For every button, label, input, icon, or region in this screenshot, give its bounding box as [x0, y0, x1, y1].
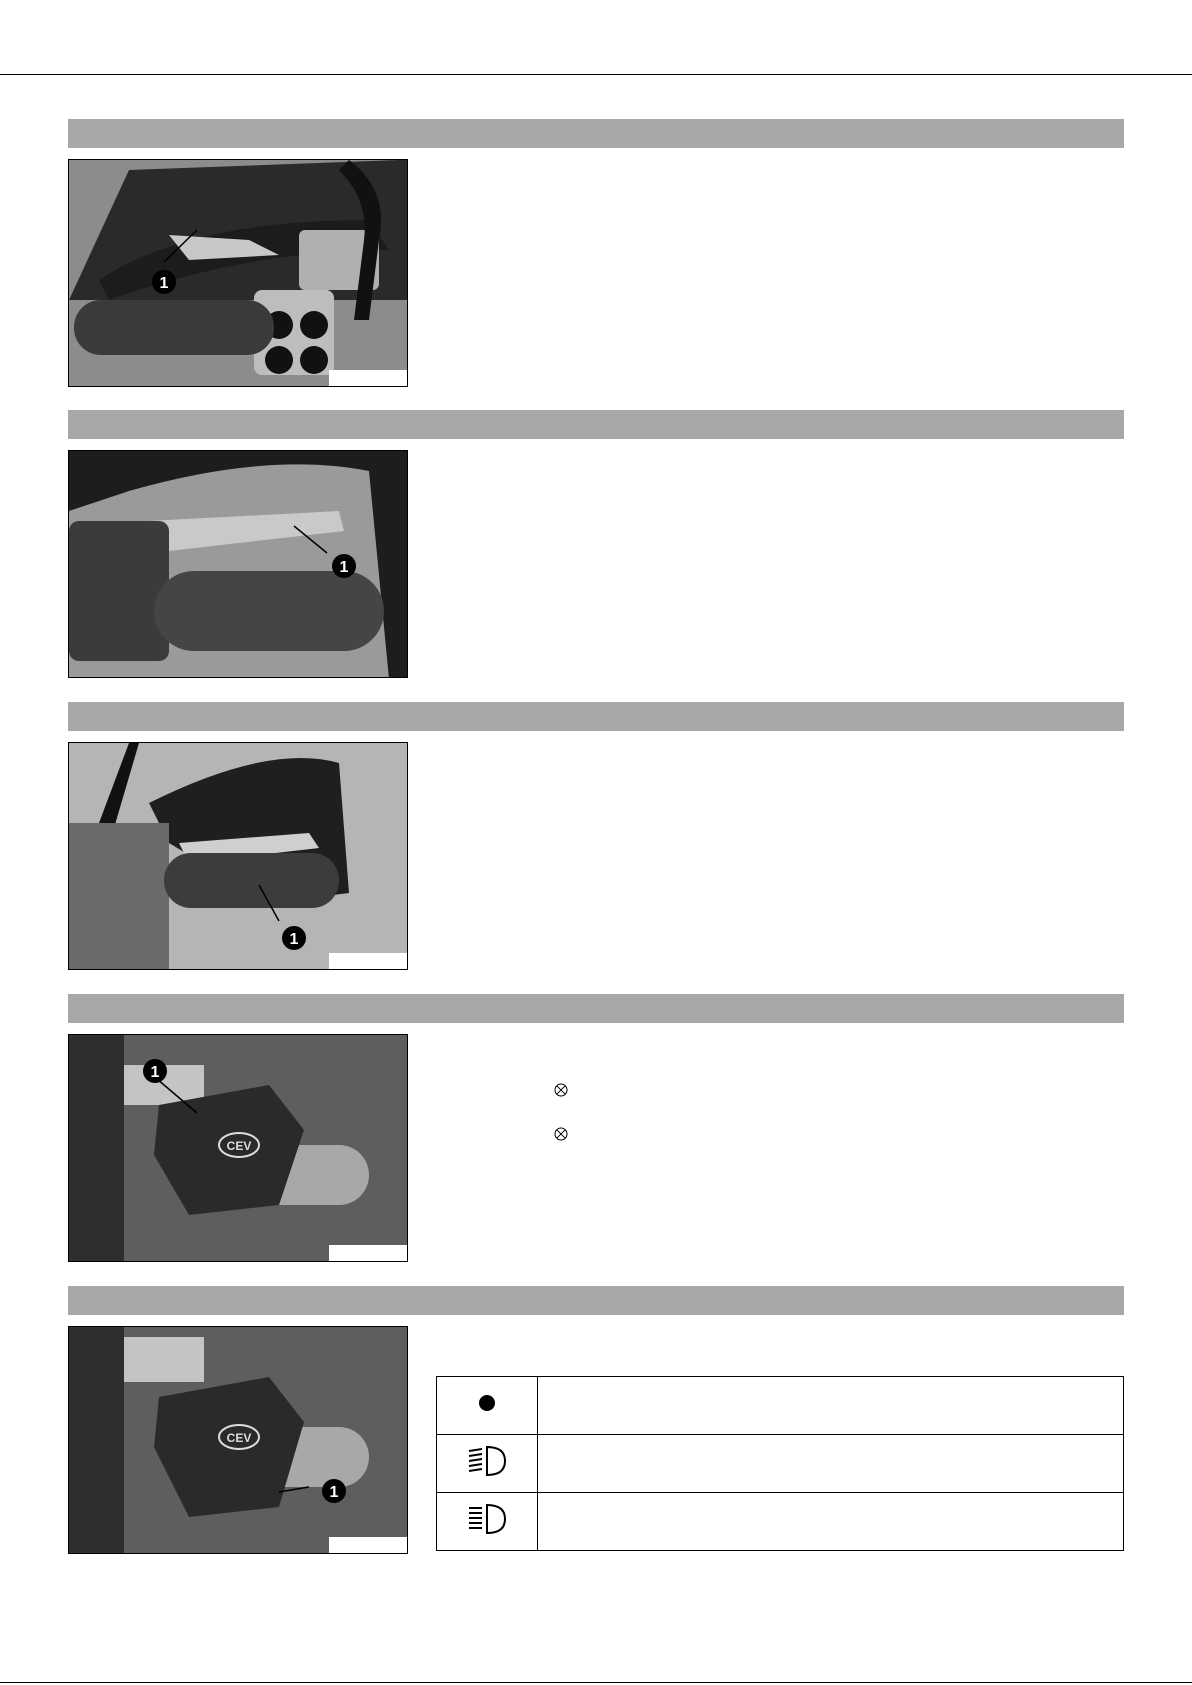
icon-cell [437, 1435, 538, 1493]
header-rule [0, 74, 1192, 75]
svg-text:CEV: CEV [226, 1431, 252, 1445]
callout-4: 1 [150, 1064, 160, 1081]
light-switch-table [436, 1376, 1124, 1551]
table-row [437, 1493, 1124, 1551]
table-row [437, 1435, 1124, 1493]
warning-lamp-icon [553, 1126, 569, 1142]
section-1-header-band [68, 119, 1124, 148]
warning-lamp-icon [553, 1082, 569, 1098]
svg-text:CEV: CEV [226, 1139, 252, 1153]
text-cell [538, 1435, 1124, 1493]
callout-5: 1 [329, 1484, 339, 1501]
icon-cell [437, 1493, 538, 1551]
section-4-photo-switch-button [68, 1034, 408, 1262]
icon-cell [437, 1377, 538, 1435]
table-row [437, 1377, 1124, 1435]
high-beam-icon [463, 1502, 511, 1536]
section-1-photo-clutch-lever [68, 159, 408, 387]
section-3-photo-handle-grip [68, 742, 408, 970]
callout-2: 1 [339, 559, 349, 576]
footer-rule [0, 1682, 1192, 1683]
section-5-header-band [68, 1286, 1124, 1315]
section-5-photo-light-switch [68, 1326, 408, 1554]
section-3-header-band [68, 702, 1124, 731]
callout-1: 1 [159, 275, 169, 292]
section-2-header-band [68, 410, 1124, 439]
section-4-header-band [68, 994, 1124, 1023]
section-2-photo-brake-lever [68, 450, 408, 678]
dot-icon [477, 1393, 497, 1413]
text-cell [538, 1493, 1124, 1551]
low-beam-icon [463, 1444, 511, 1478]
callout-3: 1 [289, 931, 299, 948]
text-cell [538, 1377, 1124, 1435]
